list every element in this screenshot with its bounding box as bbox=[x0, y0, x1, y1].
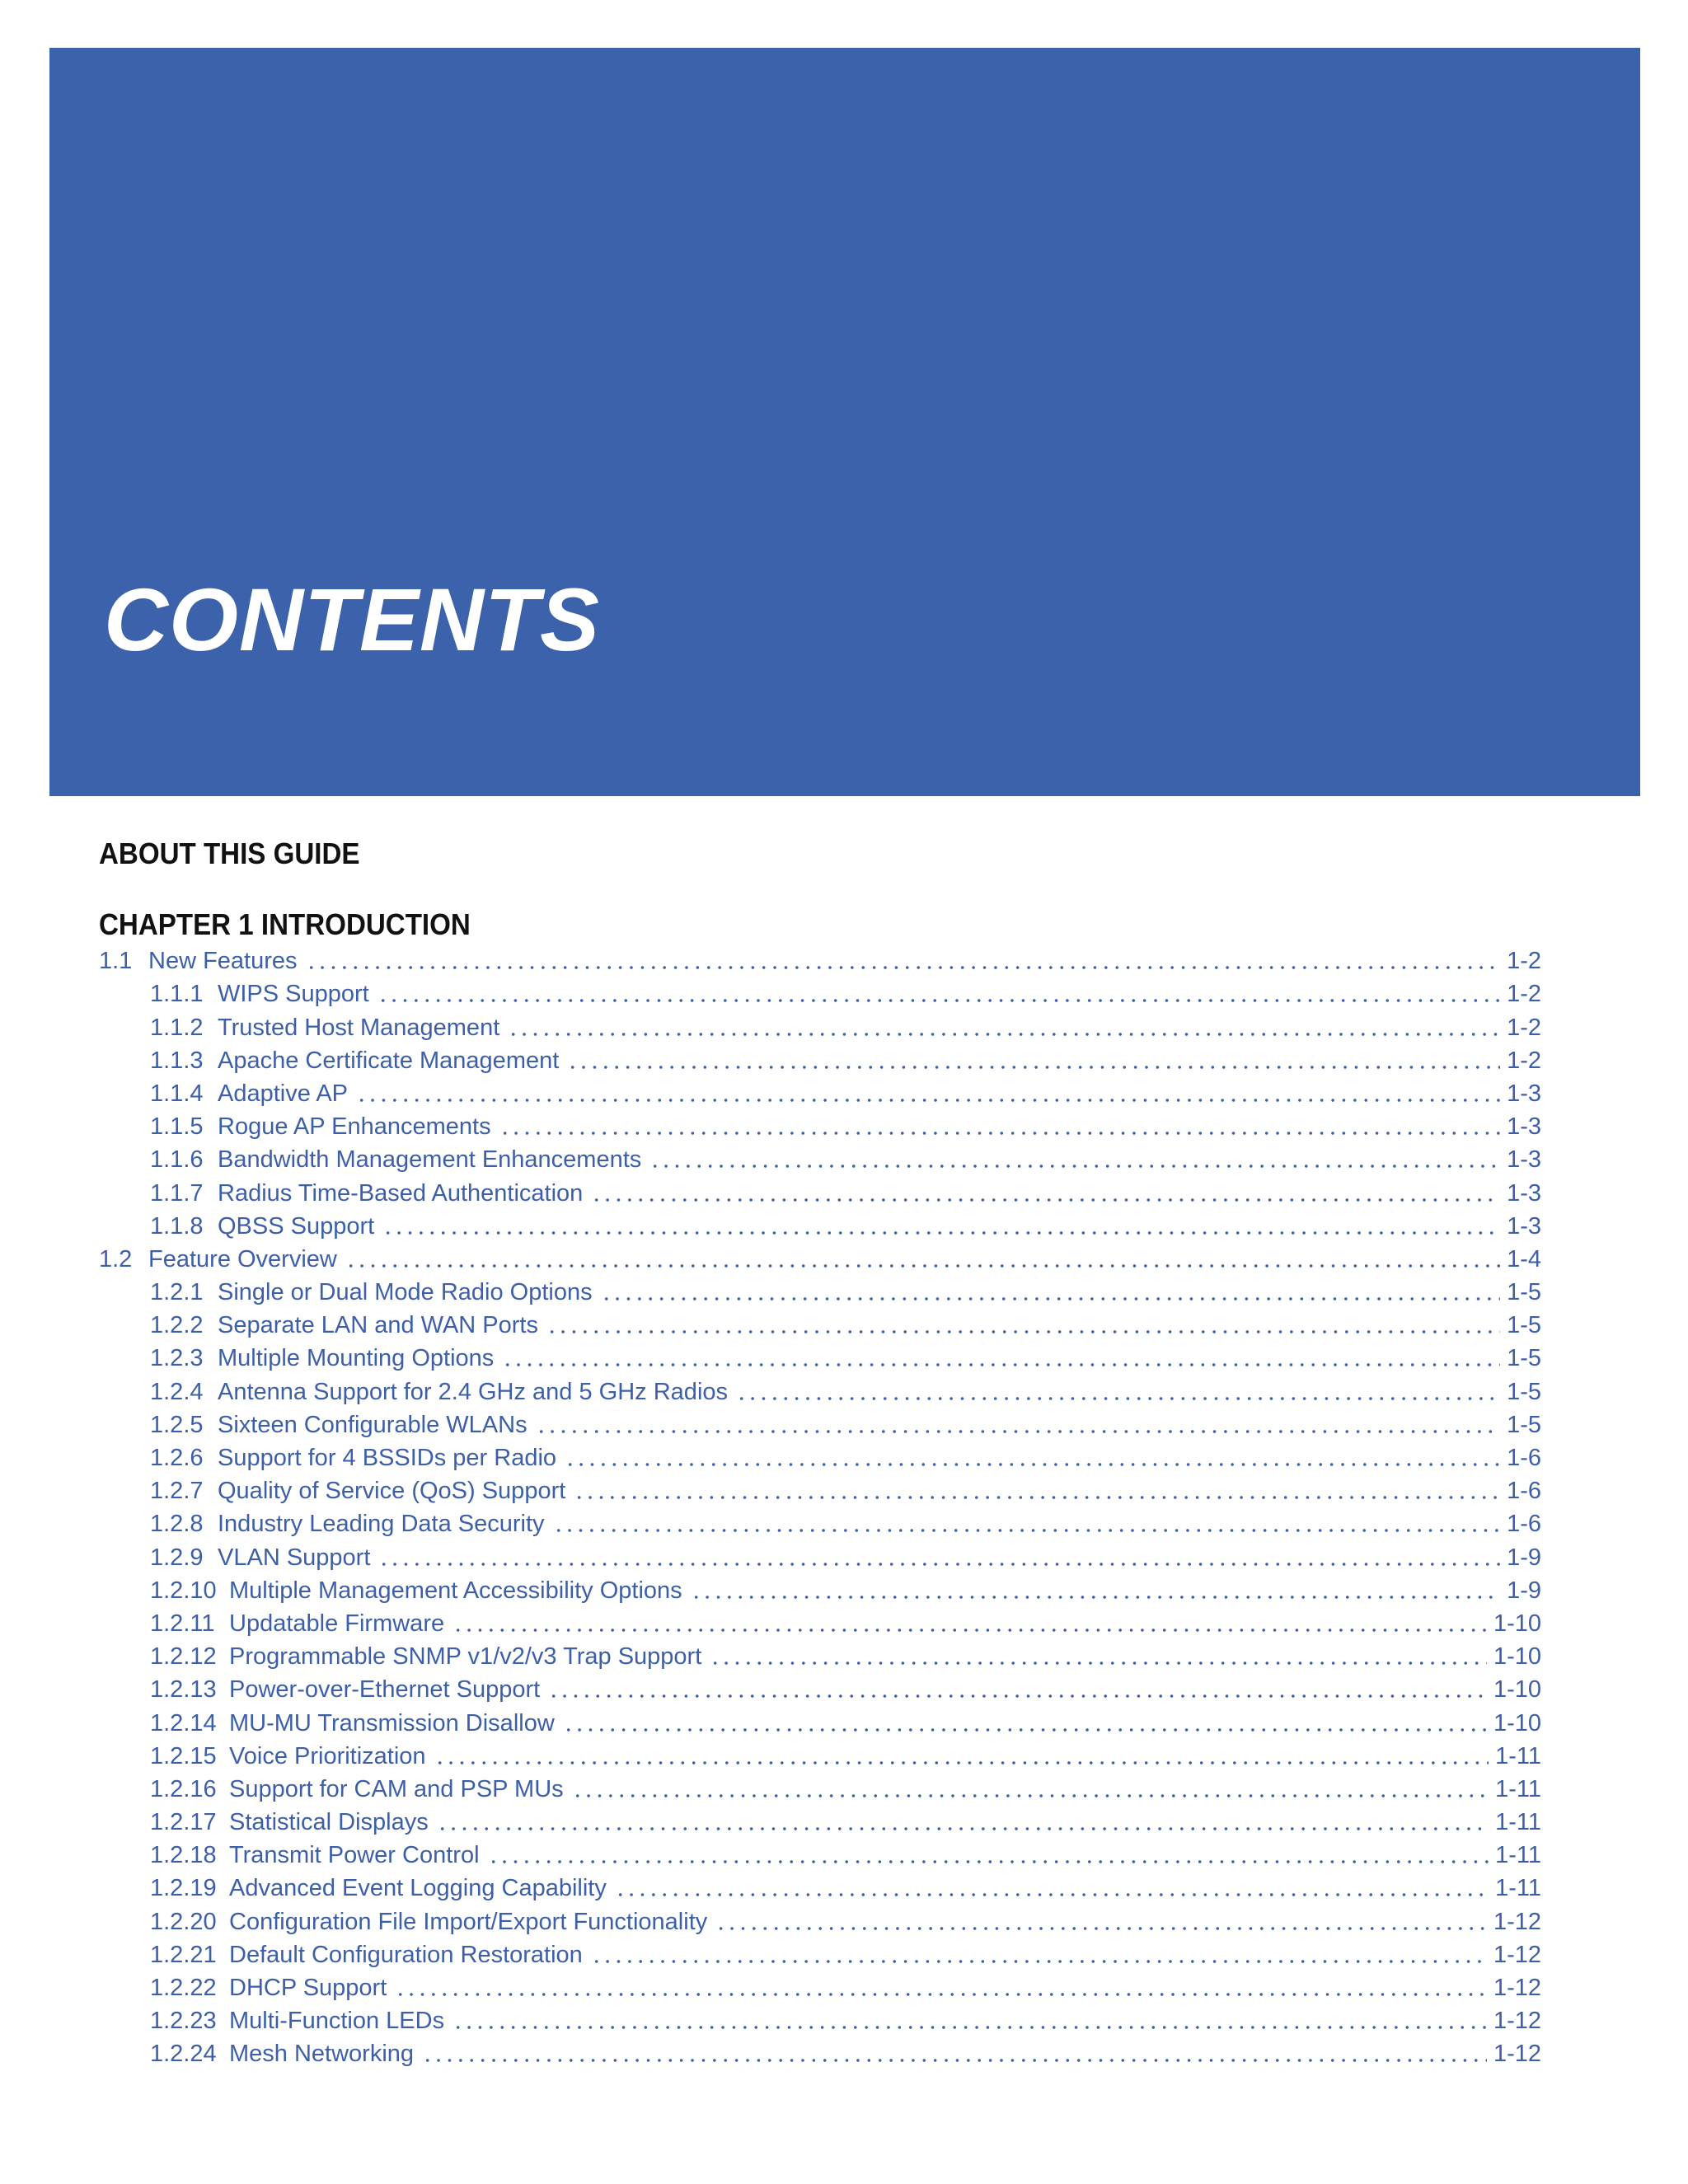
toc-entry-page[interactable]: 1-2 bbox=[1507, 981, 1541, 1008]
toc-entry-title[interactable]: WIPS Support bbox=[218, 981, 369, 1008]
toc-entry-page[interactable]: 1-5 bbox=[1507, 1312, 1541, 1339]
toc-entry-title[interactable]: Multiple Mounting Options bbox=[218, 1345, 495, 1372]
toc-entry-title[interactable]: MU-MU Transmission Disallow bbox=[229, 1709, 555, 1736]
toc-entry-page[interactable]: 1-11 bbox=[1495, 1775, 1541, 1802]
toc-entry-number: 1.2.7 bbox=[150, 1478, 204, 1505]
toc-entry-page[interactable]: 1-9 bbox=[1507, 1544, 1541, 1571]
dot-leader bbox=[572, 1794, 1489, 1797]
toc-entry-number: 1.2.1 bbox=[150, 1279, 204, 1306]
toc-entry-page[interactable]: 1-4 bbox=[1507, 1245, 1541, 1272]
toc-entry-title[interactable]: Single or Dual Mode Radio Options bbox=[218, 1279, 593, 1306]
toc-entry-title[interactable]: VLAN Support bbox=[218, 1544, 371, 1571]
toc-entry-title[interactable]: Quality of Service (QoS) Support bbox=[218, 1478, 566, 1505]
toc-entry-title[interactable]: Statistical Displays bbox=[229, 1809, 429, 1836]
toc-subsection-entry[interactable] bbox=[99, 1044, 1541, 1077]
toc-entry-number: 1.1.6 bbox=[150, 1146, 204, 1174]
toc-entry-title[interactable]: Power-over-Ethernet Support bbox=[229, 1676, 541, 1704]
dot-leader bbox=[736, 1397, 1500, 1400]
toc-subsection-entry[interactable] bbox=[99, 1507, 1541, 1540]
toc-entry-title[interactable]: Antenna Support for 2.4 GHz and 5 GHz Radios bbox=[218, 1378, 729, 1405]
dot-leader bbox=[378, 1563, 1500, 1566]
toc-subsection-entry[interactable] bbox=[99, 2037, 1541, 2070]
toc-subsection-entry[interactable] bbox=[99, 1408, 1541, 1441]
dot-leader bbox=[382, 1231, 1500, 1235]
toc-entry-page[interactable]: 1-11 bbox=[1495, 1875, 1541, 1902]
dot-leader bbox=[434, 1761, 1489, 1765]
toc-entry-number: 1.2.17 bbox=[150, 1809, 217, 1836]
toc-list bbox=[99, 944, 1541, 2070]
toc-subsection-entry[interactable] bbox=[99, 1607, 1541, 1640]
toc-entry-page[interactable]: 1-2 bbox=[1507, 1014, 1541, 1041]
toc-entry-number: 1.2.22 bbox=[150, 1975, 217, 2001]
toc-entry-title[interactable]: Rogue AP Enhancements bbox=[218, 1113, 491, 1141]
toc-subsection-entry[interactable] bbox=[99, 1176, 1541, 1209]
toc-subsection-entry[interactable] bbox=[99, 1673, 1541, 1706]
toc-entry-page[interactable]: 1-3 bbox=[1507, 1212, 1541, 1240]
toc-entry-number: 1.2.14 bbox=[150, 1709, 217, 1736]
toc-entry-title[interactable]: Default Configuration Restoration bbox=[229, 1941, 583, 1968]
toc-entry-title[interactable]: Updatable Firmware bbox=[229, 1610, 445, 1637]
dot-leader bbox=[601, 1297, 1500, 1301]
toc-entry-title[interactable]: Configuration File Import/Export Functionality bbox=[229, 1908, 708, 1935]
toc-subsection-entry[interactable] bbox=[99, 1574, 1541, 1607]
dot-leader bbox=[395, 1993, 1487, 1996]
toc-entry-page[interactable]: 1-10 bbox=[1493, 1643, 1541, 1671]
toc-entry-number: 1.1.5 bbox=[150, 1113, 204, 1141]
toc-entry-page[interactable]: 1-5 bbox=[1507, 1378, 1541, 1405]
dot-leader bbox=[553, 1529, 1501, 1532]
toc-entry-title[interactable]: Multiple Management Accessibility Options bbox=[229, 1577, 682, 1604]
toc-entry-page[interactable]: 1-3 bbox=[1507, 1113, 1541, 1141]
toc-entry-title[interactable]: Bandwidth Management Enhancements bbox=[218, 1146, 642, 1174]
dot-leader bbox=[356, 1099, 1500, 1102]
dot-leader bbox=[306, 966, 1501, 969]
toc-subsection-entry[interactable] bbox=[99, 1773, 1541, 1806]
toc-entry-title[interactable]: Support for 4 BSSIDs per Radio bbox=[218, 1445, 557, 1471]
dot-leader bbox=[508, 1033, 1500, 1036]
dot-leader bbox=[452, 1629, 1487, 1632]
toc-subsection-entry[interactable] bbox=[99, 1143, 1541, 1176]
toc-entry-number: 1.2.9 bbox=[150, 1544, 204, 1571]
page-title: CONTENTS bbox=[104, 569, 600, 669]
toc-entry-page[interactable]: 1-6 bbox=[1507, 1511, 1541, 1538]
dot-leader bbox=[691, 1596, 1500, 1599]
dot-leader bbox=[548, 1694, 1487, 1698]
toc-entry-page[interactable]: 1-2 bbox=[1507, 1047, 1541, 1074]
toc-entry-page[interactable]: 1-10 bbox=[1493, 1676, 1541, 1704]
toc-entry-number: 1.2.16 bbox=[150, 1775, 217, 1802]
toc-entry-number: 1.2.13 bbox=[150, 1676, 217, 1704]
toc-subsection-entry[interactable] bbox=[99, 1905, 1541, 1938]
toc-subsection-entry[interactable] bbox=[99, 1210, 1541, 1243]
toc-entry-page[interactable]: 1-12 bbox=[1493, 2008, 1541, 2035]
toc-entry-number: 1.2.11 bbox=[150, 1610, 215, 1637]
toc-subsection-entry[interactable] bbox=[99, 1938, 1541, 1971]
toc-entry-number: 1.1 bbox=[99, 948, 133, 975]
toc-entry-page[interactable]: 1-10 bbox=[1493, 1610, 1541, 1637]
dot-leader bbox=[710, 1661, 1487, 1665]
dot-leader bbox=[615, 1893, 1489, 1896]
toc-entry-title[interactable]: QBSS Support bbox=[218, 1212, 375, 1240]
toc-entry-title[interactable]: Industry Leading Data Security bbox=[218, 1511, 545, 1538]
toc-entry-page[interactable]: 1-12 bbox=[1493, 1908, 1541, 1935]
toc-entry-number: 1.1.8 bbox=[150, 1212, 204, 1240]
dot-leader bbox=[422, 2059, 1487, 2062]
dot-leader bbox=[502, 1363, 1500, 1366]
toc-entry-title[interactable]: Apache Certificate Management bbox=[218, 1047, 560, 1074]
toc-entry-number: 1.2.4 bbox=[150, 1378, 204, 1405]
toc-entry-page[interactable]: 1-5 bbox=[1507, 1279, 1541, 1306]
toc-entry-number: 1.2.19 bbox=[150, 1875, 217, 1902]
toc-entry-number: 1.1.4 bbox=[150, 1080, 204, 1107]
toc-entry-page[interactable]: 1-12 bbox=[1493, 1975, 1541, 2001]
toc-entry-title[interactable]: New Features bbox=[148, 948, 298, 975]
toc-subsection-entry[interactable] bbox=[99, 1375, 1541, 1408]
dot-leader bbox=[715, 1927, 1487, 1930]
toc-subsection-entry[interactable] bbox=[99, 1806, 1541, 1839]
toc-entry-number: 1.2.12 bbox=[150, 1643, 217, 1671]
dot-leader bbox=[574, 1496, 1500, 1499]
contents-banner bbox=[49, 48, 1640, 796]
toc-entry-title[interactable]: Multi-Function LEDs bbox=[229, 2008, 445, 2035]
chapter-1-heading[interactable]: CHAPTER 1 INTRODUCTION bbox=[99, 907, 471, 941]
toc-subsection-entry[interactable] bbox=[99, 1540, 1541, 1573]
toc-subsection-entry[interactable] bbox=[99, 1077, 1541, 1110]
toc-entry-page[interactable]: 1-3 bbox=[1507, 1146, 1541, 1174]
toc-subsection-entry[interactable] bbox=[99, 1342, 1541, 1375]
toc-body bbox=[99, 834, 1541, 2070]
toc-entry-number: 1.2.15 bbox=[150, 1742, 217, 1769]
toc-entry-title[interactable]: Separate LAN and WAN Ports bbox=[218, 1312, 538, 1339]
toc-entry-page[interactable]: 1-12 bbox=[1493, 1941, 1541, 1968]
toc-entry-title[interactable]: Feature Overview bbox=[148, 1245, 337, 1272]
toc-entry-number: 1.2 bbox=[99, 1245, 133, 1272]
toc-subsection-entry[interactable] bbox=[99, 1640, 1541, 1673]
toc-entry-page[interactable]: 1-3 bbox=[1507, 1080, 1541, 1107]
dot-leader bbox=[567, 1066, 1500, 1069]
toc-subsection-entry[interactable] bbox=[99, 1872, 1541, 1905]
dot-leader bbox=[452, 2026, 1487, 2029]
toc-entry-title[interactable]: Mesh Networking bbox=[229, 2041, 415, 2068]
toc-subsection-entry[interactable] bbox=[99, 977, 1541, 1010]
toc-entry-page[interactable]: 1-12 bbox=[1493, 2041, 1541, 2068]
toc-subsection-entry[interactable] bbox=[99, 2004, 1541, 2037]
toc-subsection-entry[interactable] bbox=[99, 1706, 1541, 1739]
toc-subsection-entry[interactable] bbox=[99, 1309, 1541, 1342]
toc-entry-title[interactable]: Sixteen Configurable WLANs bbox=[218, 1411, 528, 1438]
toc-section-entry[interactable] bbox=[99, 944, 1541, 977]
toc-subsection-entry[interactable] bbox=[99, 1839, 1541, 1872]
toc-entry-page[interactable]: 1-11 bbox=[1495, 1742, 1541, 1769]
toc-entry-title[interactable]: Support for CAM and PSP MUs bbox=[229, 1775, 564, 1802]
toc-entry-number: 1.2.23 bbox=[150, 2008, 217, 2035]
about-guide-heading[interactable]: ABOUT THIS GUIDE bbox=[99, 837, 360, 870]
dot-leader bbox=[649, 1165, 1500, 1168]
dot-leader bbox=[563, 1728, 1487, 1732]
toc-entry-number: 1.1.3 bbox=[150, 1047, 204, 1074]
toc-entry-title[interactable]: Advanced Event Logging Capability bbox=[229, 1875, 607, 1902]
toc-entry-number: 1.2.24 bbox=[150, 2041, 217, 2068]
toc-subsection-entry[interactable] bbox=[99, 1110, 1541, 1143]
toc-entry-page[interactable]: 1-5 bbox=[1507, 1411, 1541, 1438]
toc-entry-page[interactable]: 1-3 bbox=[1507, 1179, 1541, 1207]
toc-entry-title[interactable]: Transmit Power Control bbox=[229, 1842, 480, 1869]
dot-leader bbox=[437, 1827, 1489, 1830]
toc-subsection-entry[interactable] bbox=[99, 1740, 1541, 1773]
toc-entry-title[interactable]: Programmable SNMP v1/v2/v3 Trap Support bbox=[229, 1643, 702, 1671]
toc-entry-page[interactable]: 1-2 bbox=[1507, 948, 1541, 975]
toc-entry-page[interactable]: 1-10 bbox=[1493, 1709, 1541, 1736]
toc-entry-number: 1.2.20 bbox=[150, 1908, 217, 1935]
toc-entry-number: 1.2.10 bbox=[150, 1577, 217, 1604]
toc-entry-page[interactable]: 1-6 bbox=[1507, 1478, 1541, 1505]
toc-entry-number: 1.2.2 bbox=[150, 1312, 204, 1339]
toc-entry-page[interactable]: 1-11 bbox=[1495, 1842, 1541, 1869]
toc-entry-number: 1.2.8 bbox=[150, 1511, 204, 1538]
toc-entry-number: 1.1.7 bbox=[150, 1179, 204, 1207]
toc-entry-number: 1.2.5 bbox=[150, 1411, 204, 1438]
toc-entry-page[interactable]: 1-11 bbox=[1495, 1809, 1541, 1836]
toc-entry-title[interactable]: DHCP Support bbox=[229, 1975, 387, 2001]
dot-leader bbox=[591, 1960, 1487, 1963]
toc-subsection-entry[interactable] bbox=[99, 1441, 1541, 1474]
dot-leader bbox=[565, 1463, 1500, 1466]
toc-entry-number: 1.2.6 bbox=[150, 1445, 204, 1471]
toc-subsection-entry[interactable] bbox=[99, 1276, 1541, 1309]
toc-subsection-entry[interactable] bbox=[99, 1474, 1541, 1507]
dot-leader bbox=[377, 999, 1500, 1002]
toc-entry-number: 1.1.1 bbox=[150, 981, 204, 1008]
toc-entry-title[interactable]: Trusted Host Management bbox=[218, 1014, 500, 1041]
dot-leader bbox=[499, 1132, 1500, 1135]
toc-section-entry[interactable] bbox=[99, 1243, 1541, 1276]
toc-entry-page[interactable]: 1-6 bbox=[1507, 1445, 1541, 1471]
toc-entry-page[interactable]: 1-5 bbox=[1507, 1345, 1541, 1372]
toc-subsection-entry[interactable] bbox=[99, 1010, 1541, 1043]
dot-leader bbox=[536, 1430, 1501, 1433]
toc-entry-number: 1.1.2 bbox=[150, 1014, 204, 1041]
dot-leader bbox=[488, 1860, 1489, 1863]
toc-entry-number: 1.2.18 bbox=[150, 1842, 217, 1869]
toc-entry-title[interactable]: Voice Prioritization bbox=[229, 1742, 426, 1769]
toc-entry-page[interactable]: 1-9 bbox=[1507, 1577, 1541, 1604]
toc-entry-number: 1.2.3 bbox=[150, 1345, 204, 1372]
dot-leader bbox=[591, 1198, 1500, 1202]
toc-entry-title[interactable]: Adaptive AP bbox=[218, 1080, 348, 1107]
toc-entry-title[interactable]: Radius Time-Based Authentication bbox=[218, 1179, 584, 1207]
dot-leader bbox=[546, 1330, 1500, 1333]
toc-entry-number: 1.2.21 bbox=[150, 1941, 217, 1968]
dot-leader bbox=[345, 1264, 1500, 1268]
toc-subsection-entry[interactable] bbox=[99, 1971, 1541, 2004]
